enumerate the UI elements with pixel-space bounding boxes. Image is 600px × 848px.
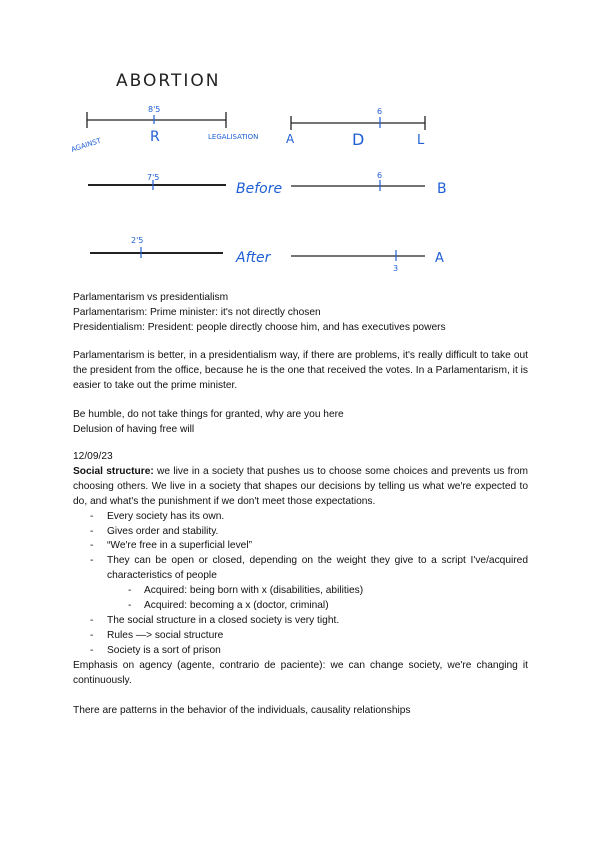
list-item: - “We're free in a superficial level” <box>73 539 528 554</box>
scale-1 <box>70 105 258 154</box>
list-item: - Acquired: becoming a x (doctor, criminal) <box>73 599 528 614</box>
date: 12/09/23 <box>73 451 113 462</box>
scale-5 <box>90 236 272 266</box>
list-item: - Gives order and stability. <box>73 525 528 540</box>
text-line: Presidentialism: President: people directly choose him, and has executives powers <box>73 321 446 333</box>
list-item: - Rules —> social structure <box>73 629 528 644</box>
list-item: - Society is a sort of prison <box>73 644 528 659</box>
section-parlamentarism-definitions <box>73 291 528 336</box>
heading: Social structure: <box>73 465 154 477</box>
scale-3-word: Before <box>236 181 283 197</box>
scale-3-tick-value: 7'5 <box>147 173 160 182</box>
scale-6 <box>291 250 444 273</box>
paragraph: Parlamentarism is better, in a presidentialism way, if there are problems, it's really difficult to take out the president from the office, because he is the one that received the votes. In a Parlamentarism, it is easier to take out the prime minister. <box>73 350 528 391</box>
list-item: - Acquired: being born with x (disabilities, abilities) <box>73 584 528 599</box>
scale-1-left-label: AGAINST <box>70 136 103 154</box>
section-parlamentarism-comparison <box>73 349 528 394</box>
scale-4 <box>291 171 447 197</box>
scale-5-word: After <box>236 250 271 266</box>
bullet-list <box>73 510 528 585</box>
scale-3 <box>88 173 282 197</box>
list-item: - The social structure in a closed society is very tight. <box>73 614 528 629</box>
social-structure-intro <box>73 465 528 510</box>
scale-4-tick-value: 6 <box>377 171 383 180</box>
scale-4-party: B <box>437 181 447 197</box>
patterns-paragraph: There are patterns in the behavior of the individuals, causality relationships <box>73 704 411 716</box>
title-abortion: ABORTION <box>116 71 221 91</box>
bullet-list <box>73 614 528 659</box>
scale-2-left-label: A <box>286 132 295 146</box>
text-line: Be humble, do not take things for granted, why are you here <box>73 409 344 420</box>
list-item: - Every society has its own. <box>73 510 528 525</box>
scale-2-party: D <box>352 130 365 149</box>
scale-2-right-label: L <box>417 133 425 148</box>
scale-6-party: A <box>435 251 444 266</box>
scale-2 <box>286 107 425 149</box>
scale-2-tick-value: 6 <box>377 107 383 116</box>
text-line: Parlamentarism: Prime minister: it's not directly chosen <box>73 306 321 318</box>
text-line: Delusion of having free will <box>73 423 195 435</box>
scale-1-right-label: LEGALISATION <box>208 133 259 141</box>
emphasis-paragraph: Emphasis on agency (agente, contrario de paciente): we can change society, we're changing it continuously. <box>73 659 528 686</box>
section-reflection <box>73 408 528 438</box>
scale-5-tick-value: 2'5 <box>131 236 144 245</box>
scale-1-tick-value: 8'5 <box>148 105 161 114</box>
intro-text: we live in a society that pushes us to choose some choices and prevents us from choosing others. We live in a society that shapes our decisions by telling us what we're expected to do, and what's the punishment if we don't meet those expectations. <box>73 465 528 507</box>
section-social-structure <box>73 450 528 718</box>
scale-1-party: R <box>150 129 160 145</box>
scale-6-tick-value: 3 <box>393 264 399 273</box>
sub-bullet-list <box>73 584 528 614</box>
text-line: Parlamentarism vs presidentialism <box>73 292 229 303</box>
handwritten-diagram <box>0 0 600 290</box>
list-item: - They can be open or closed, depending on the weight they give to a script I've/acquired characteristics of people <box>73 554 528 584</box>
